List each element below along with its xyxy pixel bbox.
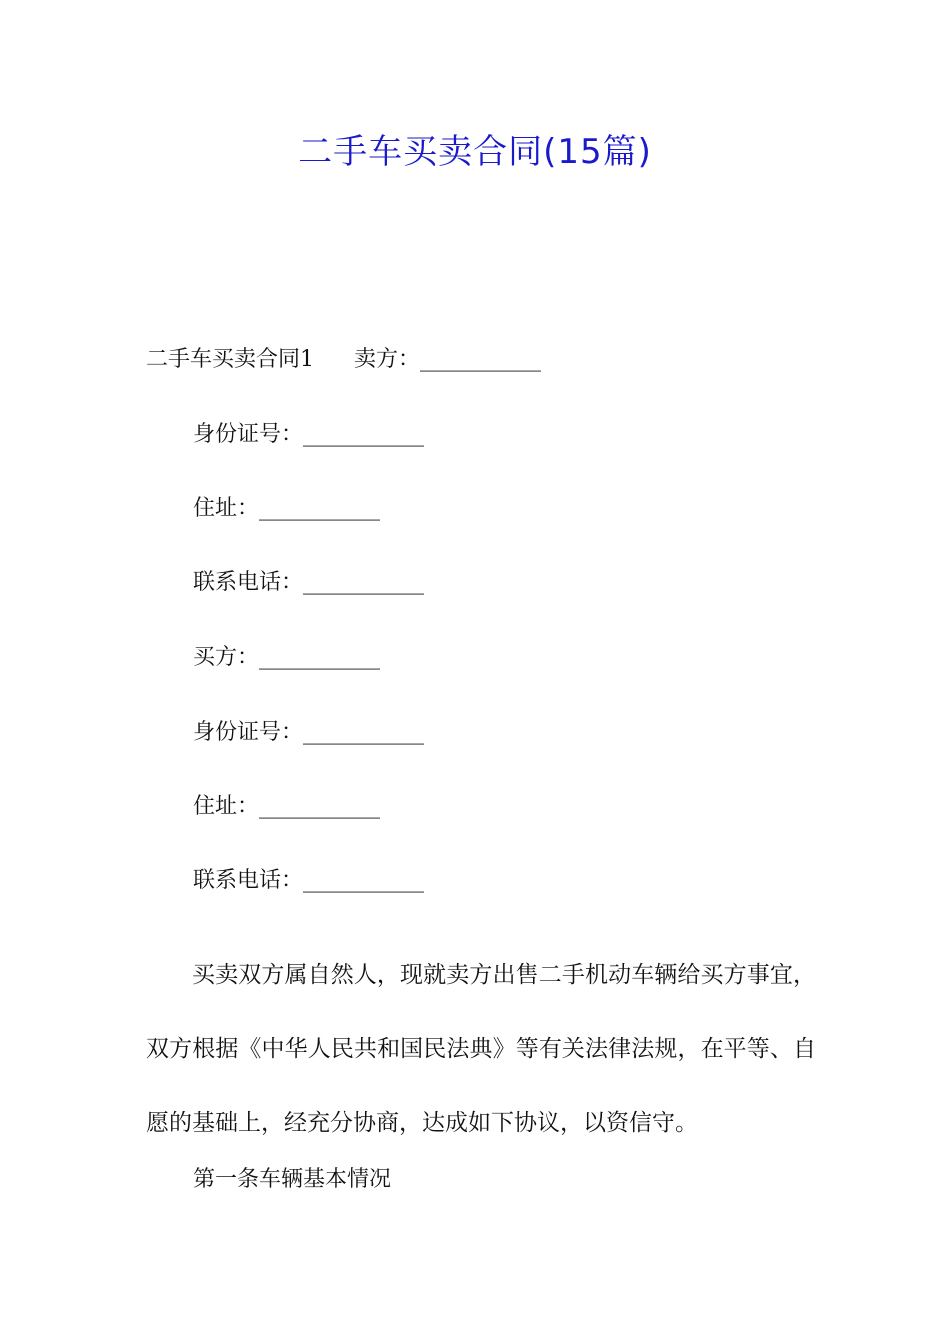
field-label: 身份证号： [193,422,304,447]
field-blank: ___________ [303,570,425,595]
field-blank: ___________ [259,496,381,521]
field-label: 联系电话： [193,868,304,893]
field-buyer-phone [193,866,424,896]
contract-heading: 二手车买卖合同1 [146,347,314,372]
field-buyer [193,643,380,673]
field-label: 住址： [193,496,260,521]
field-seller-phone [193,568,424,598]
field-label: 联系电话： [193,570,304,595]
field-label: 住址： [193,794,260,819]
field-label: 买方： [193,645,260,670]
field-blank: ___________ [259,794,381,819]
field-blank: ___________ [303,868,425,893]
document-title: 二手车买卖合同(15篇) [298,132,652,172]
field-seller-id [193,420,424,450]
contract-first-line [146,345,541,375]
field-buyer-address [193,792,380,822]
field-label: 身份证号： [193,720,304,745]
field-seller-address [193,494,380,524]
section-heading: 第一条车辆基本情况 [193,1167,392,1192]
field-blank: ___________ [303,422,425,447]
seller-label: 卖方： [354,347,421,372]
field-buyer-id [193,718,424,748]
field-blank: ___________ [303,720,425,745]
contract-preamble: 买卖双方属自然人，现就卖方出售二手机动车辆给买方事宜，双方根据《中华人民共和国民法典》等有关法律法规，在平等、自愿的基础上，经充分协商，达成如下协议，以资信守。 [146,962,816,1136]
field-blank: ___________ [259,645,381,670]
seller-blank: ___________ [420,347,542,372]
